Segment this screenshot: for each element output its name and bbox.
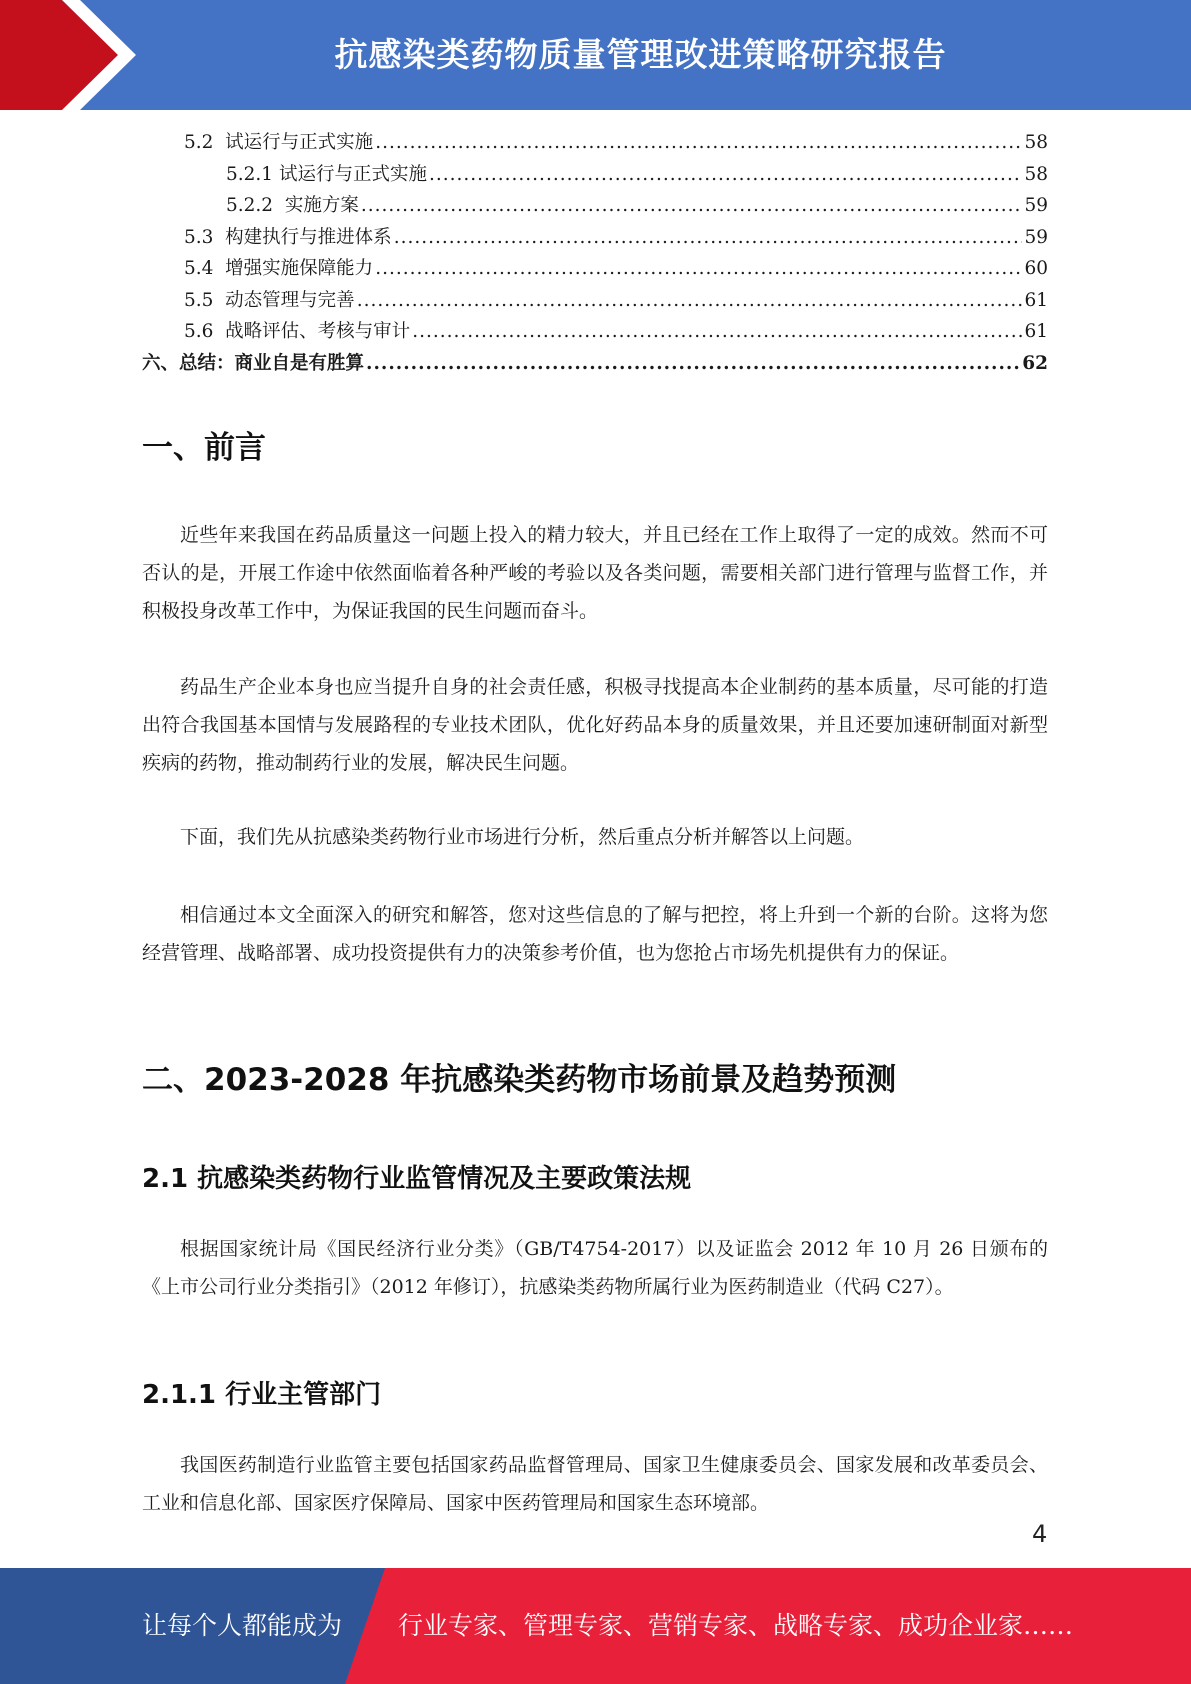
footer-banner [0, 1568, 1191, 1684]
toc-entry[interactable] [142, 317, 1048, 349]
footer-slogan-left: 让每个人都能成为 [142, 1611, 343, 1640]
paragraph: 根据国家统计局《国民经济行业分类》（GB/T4754-2017）以及证监会 2012 年 10 月 26 日颁布的《上市公司行业分类指引》（2012 年修订），抗感染类药物所属行业为医药制造业（代码 C27）。 [142, 1238, 1048, 1298]
paragraph: 下面，我们先从抗感染类药物行业市场进行分析，然后重点分析并解答以上问题。 [180, 826, 865, 848]
toc-entry-page: 61 [1024, 289, 1048, 311]
toc-entry-label: 5.2 试运行与正式实施 [184, 132, 374, 153]
toc-leader-dots [375, 258, 1022, 279]
toc-entry[interactable] [142, 223, 1048, 255]
toc-entry-page: 61 [1024, 321, 1048, 342]
footer-slogan-right: 行业专家、管理专家、营销专家、战略专家、成功企业家…… [398, 1611, 1074, 1640]
toc-entry-label: 5.6 战略评估、考核与审计 [184, 321, 411, 342]
toc-leader-dots [357, 290, 1023, 311]
paragraph: 我国医药制造行业监管主要包括国家药品监督管理局、国家卫生健康委员会、国家发展和改革委员会、工业和信息化部、国家医疗保障局、国家中医药管理局和国家生态环境部。 [142, 1454, 1048, 1514]
section-heading-preface: 一、前言 [142, 430, 266, 466]
toc-leader-dots [412, 321, 1022, 342]
toc-entry-page: 59 [1024, 195, 1048, 216]
toc-entry-label: 5.3 构建执行与推进体系 [184, 226, 392, 248]
toc-entry[interactable] [142, 349, 1048, 381]
toc-entry-label: 5.5 动态管理与完善 [184, 289, 355, 311]
toc-entry-page: 58 [1024, 163, 1048, 185]
toc-entry-page: 60 [1024, 258, 1048, 279]
toc-entry-label: 六、总结：商业自是有胜算 [142, 352, 365, 374]
paragraph: 药品生产企业本身也应当提升自身的社会责任感，积极寻找提高本企业制药的基本质量，尽可能的打造出符合我国基本国情与发展路程的专业技术团队，优化好药品本身的质量效果，并且还要加速研制面对新型疾病的药物，推动制药行业的发展，解决民生问题。 [142, 676, 1048, 774]
subsection-heading-regulation: 2.1 抗感染类药物行业监管情况及主要政策法规 [142, 1164, 692, 1194]
paragraph: 相信通过本文全面深入的研究和解答，您对这些信息的了解与把控，将上升到一个新的台阶。这将为您经营管理、战略部署、成功投资提供有力的决策参考价值，也为您抢占市场先机提供有力的保证。 [142, 904, 1048, 964]
toc-entry[interactable] [142, 160, 1048, 192]
paragraph: 近些年来我国在药品质量这一问题上投入的精力较大，并且已经在工作上取得了一定的成效。然而不可否认的是，开展工作途中依然面临着各种严峻的考验以及各类问题，需要相关部门进行管理与监督工作，并积极投身改革工作中，为保证我国的民生问题而奋斗。 [142, 524, 1048, 622]
toc-leader-dots [366, 353, 1020, 374]
report-title: 抗感染类药物质量管理改进策略研究报告 [334, 35, 947, 74]
header-banner [0, 0, 1191, 110]
page-number: 4 [1032, 1520, 1048, 1548]
toc-entry-label: 5.4 增强实施保障能力 [184, 258, 374, 279]
toc-entry-page: 62 [1022, 352, 1048, 374]
table-of-contents [142, 128, 1048, 380]
toc-entry[interactable] [142, 191, 1048, 223]
toc-leader-dots [429, 164, 1022, 185]
red-chevron-shape [0, 0, 140, 110]
subsection-heading-authorities: 2.1.1 行业主管部门 [142, 1380, 382, 1410]
toc-leader-dots [361, 195, 1023, 216]
toc-entry[interactable] [142, 286, 1048, 318]
toc-entry-page: 58 [1024, 132, 1048, 153]
toc-entry-label: 5.2.1 试运行与正式实施 [226, 163, 427, 185]
toc-leader-dots [375, 132, 1022, 153]
toc-entry-label: 5.2.2 实施方案 [226, 195, 359, 216]
section-heading-market-forecast: 二、2023-2028 年抗感染类药物市场前景及趋势预测 [142, 1062, 897, 1098]
toc-entry[interactable] [142, 128, 1048, 160]
toc-entry-page: 59 [1024, 226, 1048, 248]
toc-entry[interactable] [142, 254, 1048, 286]
toc-leader-dots [394, 227, 1023, 248]
